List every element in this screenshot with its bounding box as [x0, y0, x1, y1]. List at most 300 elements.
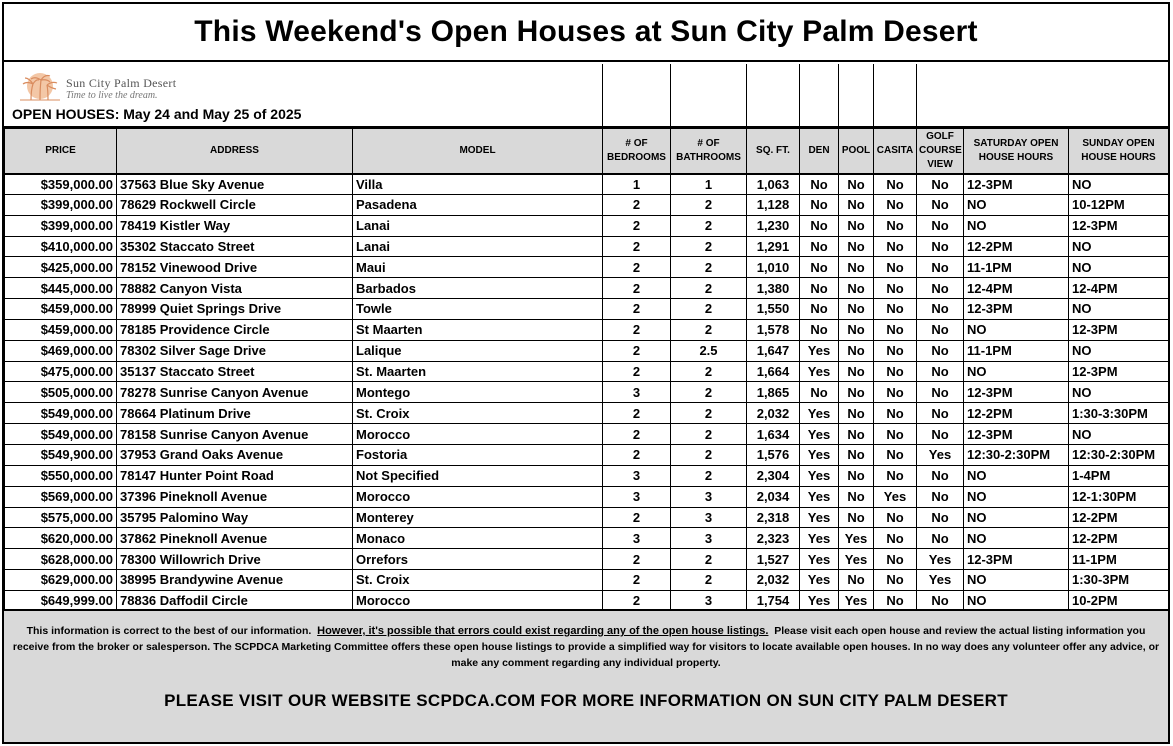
cell-address: 78185 Providence Circle	[117, 319, 353, 340]
website-notice: PLEASE VISIT OUR WEBSITE SCPDCA.COM FOR MORE INFORMATION ON SUN CITY PALM DESERT	[164, 691, 1008, 710]
cell-bathrooms: 2	[671, 257, 747, 278]
cell-address: 78836 Daffodil Circle	[117, 590, 353, 611]
cell-model: Lanai	[353, 215, 603, 236]
cell-model: Monterey	[353, 507, 603, 528]
cell-model: Morocco	[353, 486, 603, 507]
cell-model: St. Croix	[353, 403, 603, 424]
cell-model: Fostoria	[353, 444, 603, 465]
cell-sunday-hours: NO	[1069, 174, 1169, 195]
cell-golf-view: No	[917, 194, 964, 215]
cell-den: No	[800, 278, 839, 299]
cell-sqft: 2,034	[747, 486, 800, 507]
cell-den: No	[800, 194, 839, 215]
cell-golf-view: No	[917, 590, 964, 611]
cell-den: No	[800, 382, 839, 403]
cell-price: $359,000.00	[5, 174, 117, 195]
cell-address: 37563 Blue Sky Avenue	[117, 174, 353, 195]
cell-bedrooms: 2	[603, 340, 671, 361]
table-body	[5, 174, 1169, 612]
table-row	[5, 528, 1169, 549]
cell-golf-view: No	[917, 299, 964, 320]
table-row	[5, 278, 1169, 299]
cell-model: Maui	[353, 257, 603, 278]
cell-den: No	[800, 257, 839, 278]
cell-bedrooms: 2	[603, 424, 671, 445]
cell-saturday-hours: NO	[964, 465, 1069, 486]
table-row	[5, 340, 1169, 361]
cell-address: 78629 Rockwell Circle	[117, 194, 353, 215]
cell-casita: No	[874, 340, 917, 361]
cell-price: $475,000.00	[5, 361, 117, 382]
cell-pool: No	[839, 215, 874, 236]
cell-den: No	[800, 319, 839, 340]
cell-sqft: 2,032	[747, 403, 800, 424]
cell-price: $569,000.00	[5, 486, 117, 507]
cell-saturday-hours: 12-4PM	[964, 278, 1069, 299]
cell-saturday-hours: 12-2PM	[964, 236, 1069, 257]
cell-pool: No	[839, 465, 874, 486]
cell-saturday-hours: NO	[964, 319, 1069, 340]
cell-golf-view: No	[917, 319, 964, 340]
divider	[746, 64, 747, 126]
cell-address: 78300 Willowrich Drive	[117, 549, 353, 570]
cell-price: $549,000.00	[5, 403, 117, 424]
cell-casita: No	[874, 570, 917, 591]
cell-casita: No	[874, 424, 917, 445]
cell-den: No	[800, 174, 839, 195]
cell-model: Monaco	[353, 528, 603, 549]
cell-bedrooms: 2	[603, 361, 671, 382]
cell-sunday-hours: NO	[1069, 424, 1169, 445]
cell-den: Yes	[800, 507, 839, 528]
cell-sqft: 1,128	[747, 194, 800, 215]
cell-bathrooms: 2	[671, 444, 747, 465]
cell-price: $469,000.00	[5, 340, 117, 361]
col-saturday-hours: SATURDAY OPEN HOUSE HOURS	[964, 129, 1069, 174]
cell-bathrooms: 2	[671, 194, 747, 215]
cell-casita: No	[874, 507, 917, 528]
cell-address: 78158 Sunrise Canyon Avenue	[117, 424, 353, 445]
table-row	[5, 486, 1169, 507]
cell-model: Lanai	[353, 236, 603, 257]
logo-box	[4, 64, 602, 126]
cell-model: Morocco	[353, 590, 603, 611]
table-row	[5, 361, 1169, 382]
cell-sqft: 1,230	[747, 215, 800, 236]
cell-address: 38995 Brandywine Avenue	[117, 570, 353, 591]
table-row	[5, 319, 1169, 340]
cell-sqft: 1,527	[747, 549, 800, 570]
cell-bedrooms: 1	[603, 174, 671, 195]
cell-sunday-hours: 12-2PM	[1069, 528, 1169, 549]
cell-bedrooms: 2	[603, 403, 671, 424]
cell-sqft: 1,634	[747, 424, 800, 445]
footer	[4, 609, 1168, 742]
cell-sqft: 2,318	[747, 507, 800, 528]
cell-bathrooms: 2	[671, 570, 747, 591]
cell-price: $620,000.00	[5, 528, 117, 549]
cell-den: Yes	[800, 424, 839, 445]
cell-bedrooms: 2	[603, 257, 671, 278]
cell-pool: No	[839, 299, 874, 320]
cell-price: $628,000.00	[5, 549, 117, 570]
cell-saturday-hours: NO	[964, 507, 1069, 528]
cell-price: $629,000.00	[5, 570, 117, 591]
cell-den: No	[800, 236, 839, 257]
cell-bedrooms: 3	[603, 465, 671, 486]
cell-bathrooms: 2	[671, 215, 747, 236]
cell-den: No	[800, 215, 839, 236]
cell-bedrooms: 2	[603, 236, 671, 257]
cell-pool: Yes	[839, 528, 874, 549]
cell-pool: Yes	[839, 549, 874, 570]
cell-saturday-hours: NO	[964, 486, 1069, 507]
cell-casita: No	[874, 361, 917, 382]
cell-model: Montego	[353, 382, 603, 403]
cell-den: Yes	[800, 340, 839, 361]
cell-den: Yes	[800, 465, 839, 486]
cell-golf-view: No	[917, 382, 964, 403]
col-sunday-hours: SUNDAY OPEN HOUSE HOURS	[1069, 129, 1169, 174]
disclaimer-text: Please visit each open house and review the actual listing information you receive from the broker or salesperson. The SCPDCA Marketing Committee offers these open house listings to provide a simplified way for visitors to locate available open houses. In no way does any volunteer offer any advice, or make any comment regarding any individual property.	[12, 625, 1160, 669]
cell-sunday-hours: 1:30-3:30PM	[1069, 403, 1169, 424]
cell-sunday-hours: NO	[1069, 340, 1169, 361]
cell-pool: No	[839, 403, 874, 424]
cell-bathrooms: 2	[671, 424, 747, 445]
cell-model: St Maarten	[353, 319, 603, 340]
cell-price: $649,999.00	[5, 590, 117, 611]
cell-bedrooms: 2	[603, 299, 671, 320]
cell-price: $549,900.00	[5, 444, 117, 465]
cell-bathrooms: 2	[671, 299, 747, 320]
cell-bedrooms: 3	[603, 528, 671, 549]
cell-casita: No	[874, 465, 917, 486]
cell-address: 78419 Kistler Way	[117, 215, 353, 236]
palm-logo-icon	[18, 70, 62, 104]
cell-casita: No	[874, 215, 917, 236]
cell-address: 78302 Silver Sage Drive	[117, 340, 353, 361]
cell-sqft: 1,291	[747, 236, 800, 257]
cell-golf-view: No	[917, 486, 964, 507]
cell-sunday-hours: 12:30-2:30PM	[1069, 444, 1169, 465]
cell-golf-view: No	[917, 278, 964, 299]
cell-saturday-hours: NO	[964, 215, 1069, 236]
cell-sqft: 1,865	[747, 382, 800, 403]
divider	[670, 64, 671, 126]
cell-price: $459,000.00	[5, 299, 117, 320]
cell-pool: No	[839, 486, 874, 507]
cell-model: St. Maarten	[353, 361, 603, 382]
cell-golf-view: No	[917, 424, 964, 445]
cell-sqft: 1,010	[747, 257, 800, 278]
cell-sunday-hours: NO	[1069, 236, 1169, 257]
cell-saturday-hours: NO	[964, 361, 1069, 382]
cell-golf-view: No	[917, 174, 964, 195]
cell-price: $459,000.00	[5, 319, 117, 340]
cell-den: Yes	[800, 361, 839, 382]
cell-sunday-hours: 1-4PM	[1069, 465, 1169, 486]
cell-sunday-hours: 11-1PM	[1069, 549, 1169, 570]
cell-saturday-hours: NO	[964, 194, 1069, 215]
cell-price: $549,000.00	[5, 424, 117, 445]
cell-casita: No	[874, 257, 917, 278]
col-den: DEN	[800, 129, 839, 174]
cell-den: No	[800, 299, 839, 320]
cell-address: 78152 Vinewood Drive	[117, 257, 353, 278]
cell-golf-view: No	[917, 465, 964, 486]
disclaimer	[10, 623, 1162, 671]
cell-sqft: 1,578	[747, 319, 800, 340]
logo-band	[4, 64, 1168, 128]
cell-saturday-hours: NO	[964, 528, 1069, 549]
cell-sqft: 1,063	[747, 174, 800, 195]
cell-bedrooms: 3	[603, 486, 671, 507]
cell-bedrooms: 2	[603, 444, 671, 465]
cell-price: $410,000.00	[5, 236, 117, 257]
cell-sunday-hours: NO	[1069, 257, 1169, 278]
table-row	[5, 194, 1169, 215]
cell-bedrooms: 3	[603, 382, 671, 403]
cell-bathrooms: 2.5	[671, 340, 747, 361]
cell-pool: Yes	[839, 590, 874, 611]
cell-price: $399,000.00	[5, 215, 117, 236]
cell-bathrooms: 2	[671, 549, 747, 570]
cell-pool: No	[839, 382, 874, 403]
table-row	[5, 424, 1169, 445]
col-golf-view: GOLF COURSE VIEW	[917, 129, 964, 174]
cell-golf-view: No	[917, 361, 964, 382]
cell-bedrooms: 2	[603, 278, 671, 299]
cell-sqft: 1,576	[747, 444, 800, 465]
table-row	[5, 403, 1169, 424]
cell-sqft: 1,647	[747, 340, 800, 361]
col-sqft: SQ. FT.	[747, 129, 800, 174]
cell-pool: No	[839, 319, 874, 340]
cell-sunday-hours: 12-2PM	[1069, 507, 1169, 528]
cell-sqft: 1,754	[747, 590, 800, 611]
table-row	[5, 507, 1169, 528]
table-row	[5, 444, 1169, 465]
cell-golf-view: No	[917, 507, 964, 528]
cell-address: 35302 Staccato Street	[117, 236, 353, 257]
cell-model: Barbados	[353, 278, 603, 299]
cell-model: Not Specified	[353, 465, 603, 486]
cell-pool: No	[839, 174, 874, 195]
cell-sunday-hours: NO	[1069, 382, 1169, 403]
cell-saturday-hours: 11-1PM	[964, 340, 1069, 361]
cell-bathrooms: 2	[671, 319, 747, 340]
divider	[916, 64, 917, 126]
cell-casita: No	[874, 403, 917, 424]
cell-bedrooms: 2	[603, 319, 671, 340]
cell-address: 78999 Quiet Springs Drive	[117, 299, 353, 320]
col-model: MODEL	[353, 129, 603, 174]
cell-model: St. Croix	[353, 570, 603, 591]
cell-saturday-hours: NO	[964, 570, 1069, 591]
col-pool: POOL	[839, 129, 874, 174]
cell-golf-view: No	[917, 257, 964, 278]
cell-pool: No	[839, 570, 874, 591]
cell-sqft: 1,664	[747, 361, 800, 382]
cell-price: $505,000.00	[5, 382, 117, 403]
col-bathrooms: # OF BATHROOMS	[671, 129, 747, 174]
cell-sqft: 2,032	[747, 570, 800, 591]
cell-sqft: 2,323	[747, 528, 800, 549]
cell-saturday-hours: 12-2PM	[964, 403, 1069, 424]
logo-tagline: Time to live the dream.	[66, 90, 158, 101]
cell-golf-view: No	[917, 528, 964, 549]
cell-casita: No	[874, 549, 917, 570]
cell-bathrooms: 1	[671, 174, 747, 195]
cell-casita: No	[874, 194, 917, 215]
cell-den: Yes	[800, 486, 839, 507]
cell-casita: No	[874, 236, 917, 257]
cell-bathrooms: 2	[671, 361, 747, 382]
cell-casita: No	[874, 382, 917, 403]
cell-golf-view: Yes	[917, 549, 964, 570]
table-row	[5, 570, 1169, 591]
cell-pool: No	[839, 278, 874, 299]
col-address: ADDRESS	[117, 129, 353, 174]
table-row	[5, 215, 1169, 236]
cell-casita: No	[874, 444, 917, 465]
cell-pool: No	[839, 361, 874, 382]
cell-address: 78278 Sunrise Canyon Avenue	[117, 382, 353, 403]
cell-golf-view: Yes	[917, 444, 964, 465]
divider	[602, 64, 603, 126]
cell-bathrooms: 2	[671, 278, 747, 299]
cell-sunday-hours: 12-1:30PM	[1069, 486, 1169, 507]
divider	[873, 64, 874, 126]
page-title: This Weekend's Open Houses at Sun City Palm Desert	[4, 4, 1168, 62]
table-header	[5, 129, 1169, 174]
cell-address: 78882 Canyon Vista	[117, 278, 353, 299]
cell-sunday-hours: 12-3PM	[1069, 361, 1169, 382]
cell-pool: No	[839, 424, 874, 445]
cell-bathrooms: 2	[671, 382, 747, 403]
cell-casita: No	[874, 278, 917, 299]
cell-saturday-hours: 12-3PM	[964, 549, 1069, 570]
cell-den: Yes	[800, 528, 839, 549]
cell-bathrooms: 3	[671, 528, 747, 549]
cell-pool: No	[839, 340, 874, 361]
cell-model: Pasadena	[353, 194, 603, 215]
cell-saturday-hours: 12-3PM	[964, 424, 1069, 445]
disclaimer-warning: However, it's possible that errors could exist regarding any of the open house listings.	[317, 625, 769, 637]
cell-casita: No	[874, 319, 917, 340]
cell-address: 37396 Pineknoll Avenue	[117, 486, 353, 507]
cell-bedrooms: 2	[603, 194, 671, 215]
cell-casita: No	[874, 590, 917, 611]
cell-sunday-hours: 1:30-3PM	[1069, 570, 1169, 591]
cell-pool: No	[839, 444, 874, 465]
cell-price: $425,000.00	[5, 257, 117, 278]
divider	[838, 64, 839, 126]
cell-saturday-hours: 12-3PM	[964, 382, 1069, 403]
cell-pool: No	[839, 257, 874, 278]
cell-model: Villa	[353, 174, 603, 195]
open-houses-dates: OPEN HOUSES: May 24 and May 25 of 2025	[12, 106, 302, 122]
cell-casita: Yes	[874, 486, 917, 507]
cell-sqft: 1,550	[747, 299, 800, 320]
cell-sunday-hours: 12-3PM	[1069, 319, 1169, 340]
table-row	[5, 549, 1169, 570]
cell-model: Lalique	[353, 340, 603, 361]
cell-address: 37862 Pineknoll Avenue	[117, 528, 353, 549]
cell-bathrooms: 2	[671, 465, 747, 486]
cell-casita: No	[874, 174, 917, 195]
cell-model: Morocco	[353, 424, 603, 445]
table-row	[5, 236, 1169, 257]
table-row	[5, 299, 1169, 320]
cell-golf-view: No	[917, 236, 964, 257]
cell-address: 78147 Hunter Point Road	[117, 465, 353, 486]
col-casita: CASITA	[874, 129, 917, 174]
cell-golf-view: Yes	[917, 570, 964, 591]
cell-saturday-hours: 12-3PM	[964, 174, 1069, 195]
cell-bathrooms: 3	[671, 590, 747, 611]
cell-bedrooms: 2	[603, 549, 671, 570]
cell-address: 35137 Staccato Street	[117, 361, 353, 382]
cell-den: Yes	[800, 570, 839, 591]
disclaimer-text: This information is correct to the best of our information.	[26, 625, 312, 637]
cell-bathrooms: 3	[671, 486, 747, 507]
table-row	[5, 465, 1169, 486]
cell-den: Yes	[800, 590, 839, 611]
cell-golf-view: No	[917, 403, 964, 424]
cell-bedrooms: 2	[603, 507, 671, 528]
table-row	[5, 174, 1169, 195]
cell-sqft: 1,380	[747, 278, 800, 299]
col-bedrooms: # OF BEDROOMS	[603, 129, 671, 174]
table-row	[5, 382, 1169, 403]
open-house-sheet	[2, 2, 1170, 744]
cell-address: 37953 Grand Oaks Avenue	[117, 444, 353, 465]
cell-price: $399,000.00	[5, 194, 117, 215]
cell-sunday-hours: 12-4PM	[1069, 278, 1169, 299]
cell-casita: No	[874, 528, 917, 549]
cell-casita: No	[874, 299, 917, 320]
cell-model: Towle	[353, 299, 603, 320]
cell-address: 78664 Platinum Drive	[117, 403, 353, 424]
open-house-table	[4, 128, 1169, 612]
cell-sunday-hours: 10-12PM	[1069, 194, 1169, 215]
cell-bathrooms: 2	[671, 236, 747, 257]
cell-sunday-hours: 10-2PM	[1069, 590, 1169, 611]
table-row	[5, 257, 1169, 278]
cell-sunday-hours: NO	[1069, 299, 1169, 320]
cell-golf-view: No	[917, 215, 964, 236]
cell-bedrooms: 2	[603, 570, 671, 591]
col-price: PRICE	[5, 129, 117, 174]
cell-pool: No	[839, 236, 874, 257]
cell-den: Yes	[800, 444, 839, 465]
cell-bathrooms: 3	[671, 507, 747, 528]
cell-den: Yes	[800, 403, 839, 424]
cell-sunday-hours: 12-3PM	[1069, 215, 1169, 236]
cell-bedrooms: 2	[603, 215, 671, 236]
cell-saturday-hours: NO	[964, 590, 1069, 611]
cell-price: $445,000.00	[5, 278, 117, 299]
cell-pool: No	[839, 507, 874, 528]
cell-pool: No	[839, 194, 874, 215]
cell-den: Yes	[800, 549, 839, 570]
cell-saturday-hours: 11-1PM	[964, 257, 1069, 278]
cell-bedrooms: 2	[603, 590, 671, 611]
cell-model: Orrefors	[353, 549, 603, 570]
cell-saturday-hours: 12:30-2:30PM	[964, 444, 1069, 465]
divider	[799, 64, 800, 126]
